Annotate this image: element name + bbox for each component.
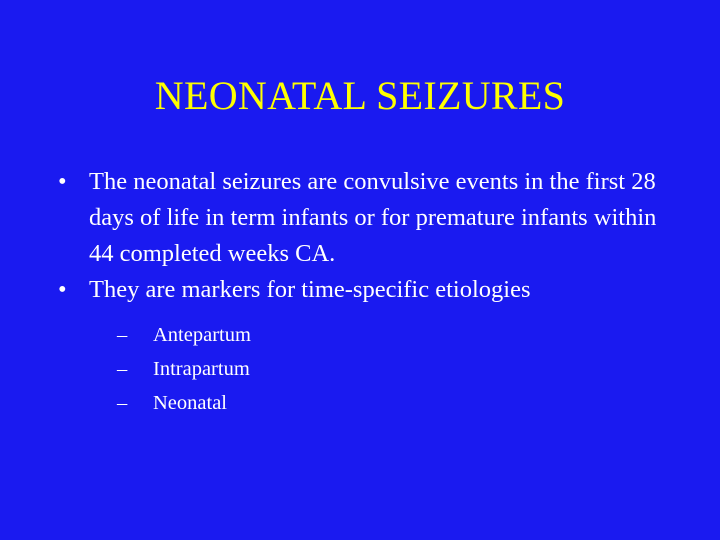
bullet-item: [58, 164, 678, 272]
slide-title: NEONATAL SEIZURES: [154, 73, 566, 118]
sub-bullet-text: Neonatal: [153, 392, 227, 414]
bullet-marker: •: [58, 168, 67, 195]
sub-bullet-text: Antepartum: [153, 324, 251, 346]
sub-bullet-marker: –: [117, 324, 128, 346]
bullet-text: They are markers for time-specific etiologies: [89, 276, 531, 303]
sub-bullet-item: [117, 318, 678, 352]
bullet-item: [58, 272, 678, 420]
sub-bullet-item: [117, 352, 678, 386]
sub-bullet-text: Intrapartum: [153, 358, 250, 380]
bullet-text: The neonatal seizures are convulsive events in the first 28 days of life in term infants or for premature infants within 44 completed weeks CA.: [89, 168, 657, 267]
sub-bullet-list: [89, 318, 678, 420]
sub-bullet-marker: –: [117, 392, 128, 414]
sub-bullet-marker: –: [117, 358, 128, 380]
sub-bullet-item: [117, 386, 678, 420]
bullet-marker: •: [58, 276, 67, 303]
bullet-list: [58, 164, 678, 420]
